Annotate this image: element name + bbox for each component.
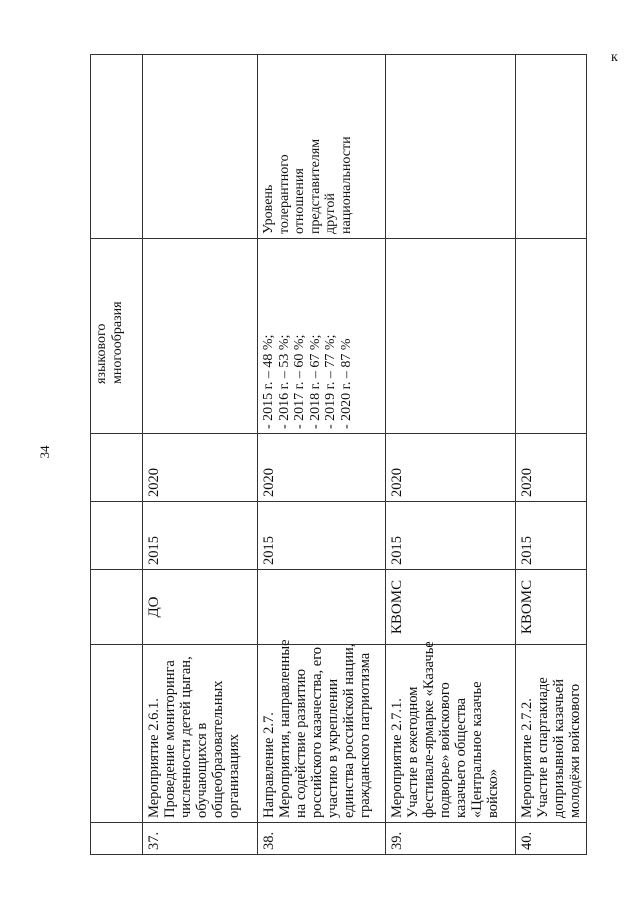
cell-line: представителям (307, 138, 323, 234)
cell-line: допризывной казачьей (551, 678, 567, 818)
executor-cell: ДО (143, 570, 258, 645)
cell-line: Направление 2.7. (261, 712, 277, 818)
row-number-cell: 38. (258, 823, 386, 855)
cell-line: гражданского патриотизма (357, 652, 373, 818)
rotated-table-container (90, 55, 583, 855)
cell-line: Мероприятие 2.6.1. (146, 698, 162, 818)
cell-line: Мероприятия, направленные (277, 639, 293, 818)
program-table (90, 54, 587, 855)
executor-cell: КВОМС (516, 570, 587, 645)
cell-line: обучающихся в (194, 722, 210, 818)
end-year-cell: 2020 (386, 434, 516, 502)
start-year-cell: 2015 (386, 502, 516, 570)
cell-line: общеобразовательных (210, 680, 226, 818)
cell-line: Мероприятие 2.7.1. (389, 698, 405, 818)
measure-title-cell (258, 639, 386, 823)
indicator-name-cell (91, 55, 143, 384)
cell-line: численности детей цыган, (178, 656, 194, 818)
table-row (258, 55, 386, 855)
cell-line: толерантного (276, 154, 292, 234)
indicator-name-cell (258, 55, 386, 239)
cell-line: Мероприятие 2.7.2. (519, 698, 535, 818)
end-year-cell: 2020 (143, 434, 258, 502)
cell-line: - 2020 г. – 87 % (338, 338, 354, 429)
table-row (143, 55, 258, 855)
indicator-name-cell (143, 55, 258, 239)
start-year-cell: 2015 (258, 502, 386, 570)
table-row (91, 55, 143, 855)
cell-line: - 2018 г. – 67 %; (307, 334, 323, 429)
cell-line: национальности (338, 136, 354, 234)
cell-line: - 2016 г. – 53 %; (276, 334, 292, 429)
end-year-cell: 2020 (516, 434, 587, 502)
cell-line: другой (323, 193, 338, 234)
cell-line: на содействие развитию (293, 668, 309, 818)
start-year-cell: 2015 (516, 502, 587, 570)
end-year-cell (91, 434, 143, 502)
cell-line: войско» (485, 768, 501, 818)
cell-line: единства российской нации, (341, 643, 357, 818)
measure-title-cell (386, 641, 516, 823)
cell-line: «Центральное казачье (469, 681, 485, 818)
cell-line: - 2015 г. – 48 %; (261, 334, 276, 429)
margin-mark: к (611, 50, 618, 65)
indicator-name-cell (516, 55, 587, 239)
row-number-cell: 37. (143, 823, 258, 855)
start-year-cell: 2015 (143, 502, 258, 570)
cell-line: Участие в ежегодном (405, 686, 421, 818)
row-number-cell (91, 823, 143, 855)
cell-line: - 2017 г. – 60 %; (292, 334, 307, 429)
table-row (386, 55, 516, 855)
measure-title-cell (143, 645, 258, 823)
cell-line: Уровень (261, 184, 276, 234)
indicator-values-cell (386, 239, 516, 434)
cell-line: языкового (94, 323, 109, 384)
continued-text (94, 59, 125, 384)
measure-title-cell (516, 645, 587, 823)
page-number: 34 (37, 445, 52, 459)
executor-cell (258, 570, 386, 645)
cell-line: Проведение мониторинга (162, 660, 178, 818)
cell-line: многообразия (109, 301, 125, 384)
indicator-name-cell (386, 55, 516, 239)
table-row (516, 55, 587, 855)
indicator-values-cell (258, 239, 386, 434)
cell-line: казачьего общества (453, 697, 469, 818)
indicator-values-cell (143, 239, 258, 434)
start-year-cell (91, 502, 143, 570)
cell-line: организациях (226, 733, 242, 818)
end-year-cell: 2020 (258, 434, 386, 502)
cell-line: подворье» войскового (437, 682, 453, 818)
executor-cell (91, 570, 143, 645)
cell-line: фестивале-ярмарке «Казачье (421, 641, 437, 818)
measure-title-cell (91, 645, 143, 823)
cell-line: молодёжи войскового (567, 683, 583, 818)
cell-line: участию в укреплении (325, 678, 341, 818)
row-number-cell: 39. (386, 823, 516, 855)
cell-line: Участие в спартакиаде (535, 677, 551, 818)
cell-line: отношения (292, 168, 307, 234)
indicator-values-cell (516, 239, 587, 434)
executor-cell: КВОМС (386, 570, 516, 645)
cell-line: - 2019 г. – 77 %; (323, 334, 338, 429)
cell-line: российского казачества, его (309, 646, 325, 818)
row-number-cell: 40. (516, 823, 587, 855)
